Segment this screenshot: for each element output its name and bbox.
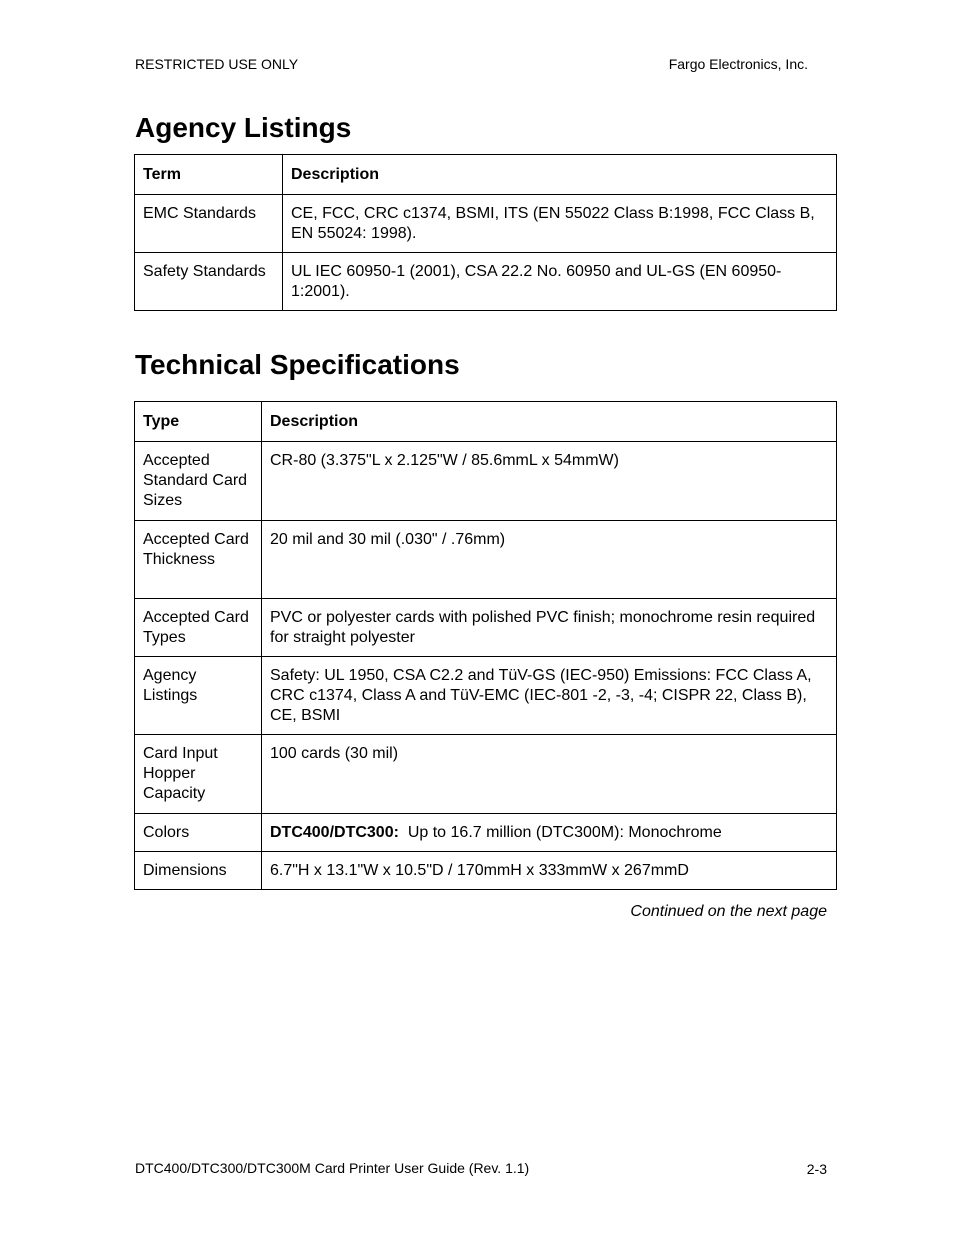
table-header-row: [135, 402, 837, 442]
table-row: [135, 442, 837, 521]
table-row: [135, 657, 837, 735]
type-cell: Card Input Hopper Capacity: [135, 735, 262, 814]
type-cell: Accepted Standard Card Sizes: [135, 442, 262, 521]
type-cell: Colors: [135, 814, 262, 852]
description-cell: CE, FCC, CRC c1374, BSMI, ITS (EN 55022 Class B:1998, FCC Class B, EN 55024: 1998).: [283, 195, 837, 253]
description-cell: CR-80 (3.375"L x 2.125"W / 85.6mmL x 54mmW): [262, 442, 837, 521]
header-right: Fargo Electronics, Inc.: [668, 56, 808, 72]
description-cell: PVC or polyester cards with polished PVC finish; monochrome resin required for straight polyester: [262, 599, 837, 657]
description-cell: [262, 814, 837, 852]
column-header-type: Type: [135, 402, 262, 442]
table-row: [135, 814, 837, 852]
table-row: [135, 852, 837, 890]
table-row: [135, 253, 837, 311]
type-cell: Dimensions: [135, 852, 262, 890]
table-row: [135, 599, 837, 657]
table-row: [135, 521, 837, 599]
page-number: 2-3: [806, 1161, 827, 1177]
agency-listings-table: [134, 154, 837, 311]
description-cell: Safety: UL 1950, CSA C2.2 and TüV-GS (IEC-950) Emissions: FCC Class A, CRC c1374, Class A and TüV-EMC (IEC-801 -2, -3, -4; CISPR 22, Class B), CE, BSMI: [262, 657, 837, 735]
table-header-row: [135, 155, 837, 195]
continued-note: Continued on the next page: [630, 903, 827, 920]
technical-specifications-table: [134, 401, 837, 890]
description-cell: 20 mil and 30 mil (.030" / .76mm): [262, 521, 837, 599]
description-cell: 100 cards (30 mil): [262, 735, 837, 814]
colors-model-label: DTC400/DTC300:: [270, 824, 399, 841]
colors-description-text: Up to 16.7 million (DTC300M): Monochrome: [407, 824, 722, 841]
term-cell: Safety Standards: [135, 253, 283, 311]
column-header-description: Description: [283, 155, 837, 195]
description-cell: 6.7"H x 13.1"W x 10.5"D / 170mmH x 333mmW x 267mmD: [262, 852, 837, 890]
type-cell: Agency Listings: [135, 657, 262, 735]
column-header-term: Term: [135, 155, 283, 195]
term-cell: EMC Standards: [135, 195, 283, 253]
type-cell: Accepted Card Types: [135, 599, 262, 657]
type-cell: Accepted Card Thickness: [135, 521, 262, 599]
table-row: [135, 735, 837, 814]
technical-specifications-title: Technical Specifications: [135, 349, 460, 380]
agency-listings-title: Agency Listings: [135, 112, 352, 143]
column-header-description: Description: [262, 402, 837, 442]
header-left: RESTRICTED USE ONLY: [135, 56, 299, 72]
description-cell: UL IEC 60950-1 (2001), CSA 22.2 No. 60950 and UL-GS (EN 60950-1:2001).: [283, 253, 837, 311]
footer-title: DTC400/DTC300/DTC300M Card Printer User Guide (Rev. 1.1): [135, 1160, 530, 1176]
table-row: [135, 195, 837, 253]
